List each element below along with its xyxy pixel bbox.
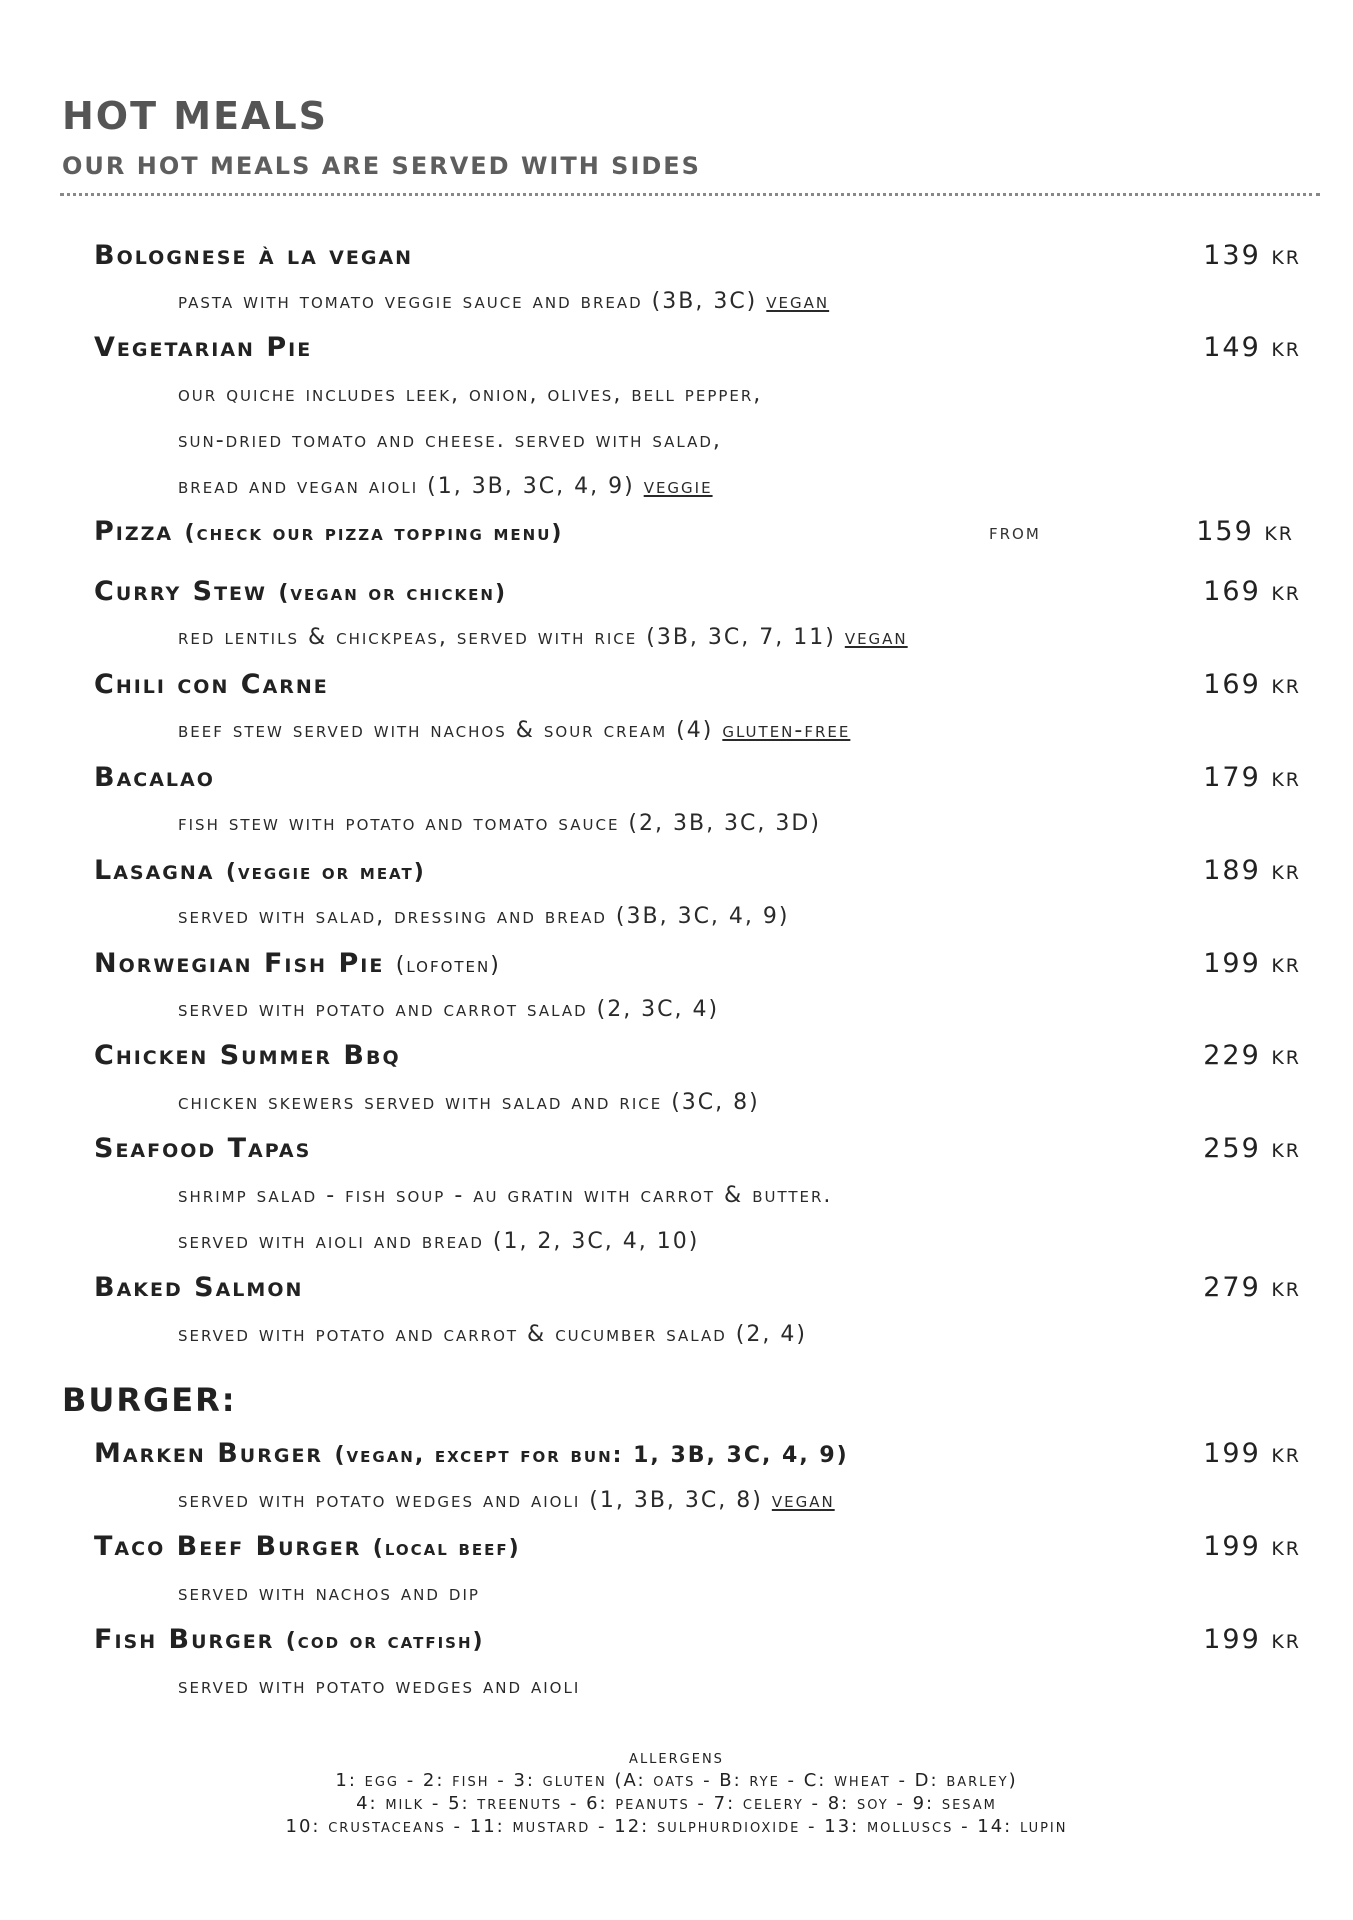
menu-item xyxy=(94,576,1353,608)
menu-item xyxy=(94,332,1353,364)
item-note: (vegan, except for bun: 1, 3B, 3C, 4, 9) xyxy=(334,1443,849,1468)
item-note: (veggie or meat) xyxy=(225,860,426,885)
item-price: 139 kr xyxy=(1203,240,1301,271)
page-title: HOT MEALS xyxy=(62,94,329,138)
menu-item xyxy=(94,1438,1353,1470)
item-description: served with nachos and dip xyxy=(178,1581,480,1606)
item-price: 259 kr xyxy=(1203,1133,1301,1164)
item-price: 169 kr xyxy=(1203,576,1301,607)
item-name: Norwegian Fish Pie (lofoten) xyxy=(94,948,501,979)
item-name: Vegetarian Pie xyxy=(94,332,313,363)
dotted-divider xyxy=(60,193,1320,196)
item-description: our quiche includes leek, onion, olives, bell pepper, xyxy=(178,382,763,407)
item-price: 279 kr xyxy=(1203,1272,1301,1303)
item-price: 149 kr xyxy=(1203,332,1301,363)
diet-tag: vegan xyxy=(771,1488,835,1513)
item-description: red lentils & chickpeas, served with rice (3B, 3C, 7, 11) vegan xyxy=(178,625,908,650)
menu-item xyxy=(94,1531,1353,1563)
item-name: Curry Stew (vegan or chicken) xyxy=(94,576,508,607)
menu-item xyxy=(94,240,1353,272)
item-note: (vegan or chicken) xyxy=(278,581,508,606)
menu-item xyxy=(94,762,1353,794)
item-description: chicken skewers served with salad and rice (3C, 8) xyxy=(178,1090,760,1115)
item-description: served with potato and carrot & cucumber salad (2, 4) xyxy=(178,1322,807,1347)
menu-item xyxy=(94,1624,1353,1656)
allergens-title: allergens xyxy=(629,1747,724,1768)
item-price: 169 kr xyxy=(1203,669,1301,700)
menu-item xyxy=(94,669,1353,701)
menu-item xyxy=(94,1133,1353,1165)
price-from-label: from xyxy=(989,520,1041,544)
item-description: served with potato wedges and aioli xyxy=(178,1674,581,1699)
item-description: fish stew with potato and tomato sauce (2, 3B, 3C, 3D) xyxy=(178,811,821,836)
item-price: 199 kr xyxy=(1203,1531,1301,1562)
menu-item xyxy=(94,516,1353,548)
item-price: 159 kr xyxy=(1196,516,1294,547)
item-name: Baked Salmon xyxy=(94,1272,304,1303)
item-price: 189 kr xyxy=(1203,855,1301,886)
item-description: served with potato and carrot salad (2, 3C, 4) xyxy=(178,997,720,1022)
item-price: 179 kr xyxy=(1203,762,1301,793)
item-name: Bolognese à la vegan xyxy=(94,240,414,271)
allergens-footer xyxy=(0,1746,1353,1838)
diet-tag: gluten-free xyxy=(722,718,851,743)
item-price: 229 kr xyxy=(1203,1040,1301,1071)
diet-tag: veggie xyxy=(643,474,713,499)
item-name: Fish Burger (cod or catfish) xyxy=(94,1624,485,1655)
item-name: Taco Beef Burger (local beef) xyxy=(94,1531,521,1562)
item-name: Marken Burger (vegan, except for bun: 1, 3B, 3C, 4, 9) xyxy=(94,1438,849,1469)
menu-item xyxy=(94,1040,1353,1072)
diet-tag: vegan xyxy=(844,625,908,650)
item-description: served with salad, dressing and bread (3B, 3C, 4, 9) xyxy=(178,904,790,929)
item-name: Seafood Tapas xyxy=(94,1133,312,1164)
section-title-burger: BURGER: xyxy=(62,1381,237,1419)
item-name: Chili con Carne xyxy=(94,669,329,700)
item-description: sun-dried tomato and cheese. served with salad, xyxy=(178,428,722,453)
item-description: served with aioli and bread (1, 2, 3C, 4, 10) xyxy=(178,1229,700,1254)
item-name: Chicken Summer Bbq xyxy=(94,1040,401,1071)
item-name: Lasagna (veggie or meat) xyxy=(94,855,426,886)
allergens-line: 10: crustaceans - 11: mustard - 12: sulphurdioxide - 13: molluscs - 14: lupin xyxy=(285,1816,1068,1837)
menu-item xyxy=(94,948,1353,980)
menu-item xyxy=(94,1272,1353,1304)
item-description: served with potato wedges and aioli (1, 3B, 3C, 8) vegan xyxy=(178,1488,835,1513)
menu-item xyxy=(94,855,1353,887)
item-note: (lofoten) xyxy=(395,953,501,978)
item-description: bread and vegan aioli (1, 3B, 3C, 4, 9) veggie xyxy=(178,474,713,499)
item-name: Bacalao xyxy=(94,762,215,793)
item-note: (check our pizza topping menu) xyxy=(184,521,564,546)
allergens-line: 1: egg - 2: fish - 3: gluten (A: oats - B: rye - C: wheat - D: barley) xyxy=(335,1770,1018,1791)
item-note: (cod or catfish) xyxy=(285,1629,485,1654)
item-description: beef stew served with nachos & sour cream (4) gluten-free xyxy=(178,718,851,743)
item-price: 199 kr xyxy=(1203,948,1301,979)
item-description: shrimp salad - fish soup - au gratin with carrot & butter. xyxy=(178,1183,833,1208)
page-subtitle: OUR HOT MEALS ARE SERVED WITH SIDES xyxy=(62,152,701,180)
item-price: 199 kr xyxy=(1203,1438,1301,1469)
item-description: pasta with tomato veggie sauce and bread (3B, 3C) vegan xyxy=(178,289,830,314)
diet-tag: vegan xyxy=(766,289,830,314)
item-note: (local beef) xyxy=(372,1536,521,1561)
item-price: 199 kr xyxy=(1203,1624,1301,1655)
item-name: Pizza (check our pizza topping menu) xyxy=(94,516,564,547)
allergens-line: 4: milk - 5: treenuts - 6: peanuts - 7: celery - 8: soy - 9: sesam xyxy=(356,1793,997,1814)
